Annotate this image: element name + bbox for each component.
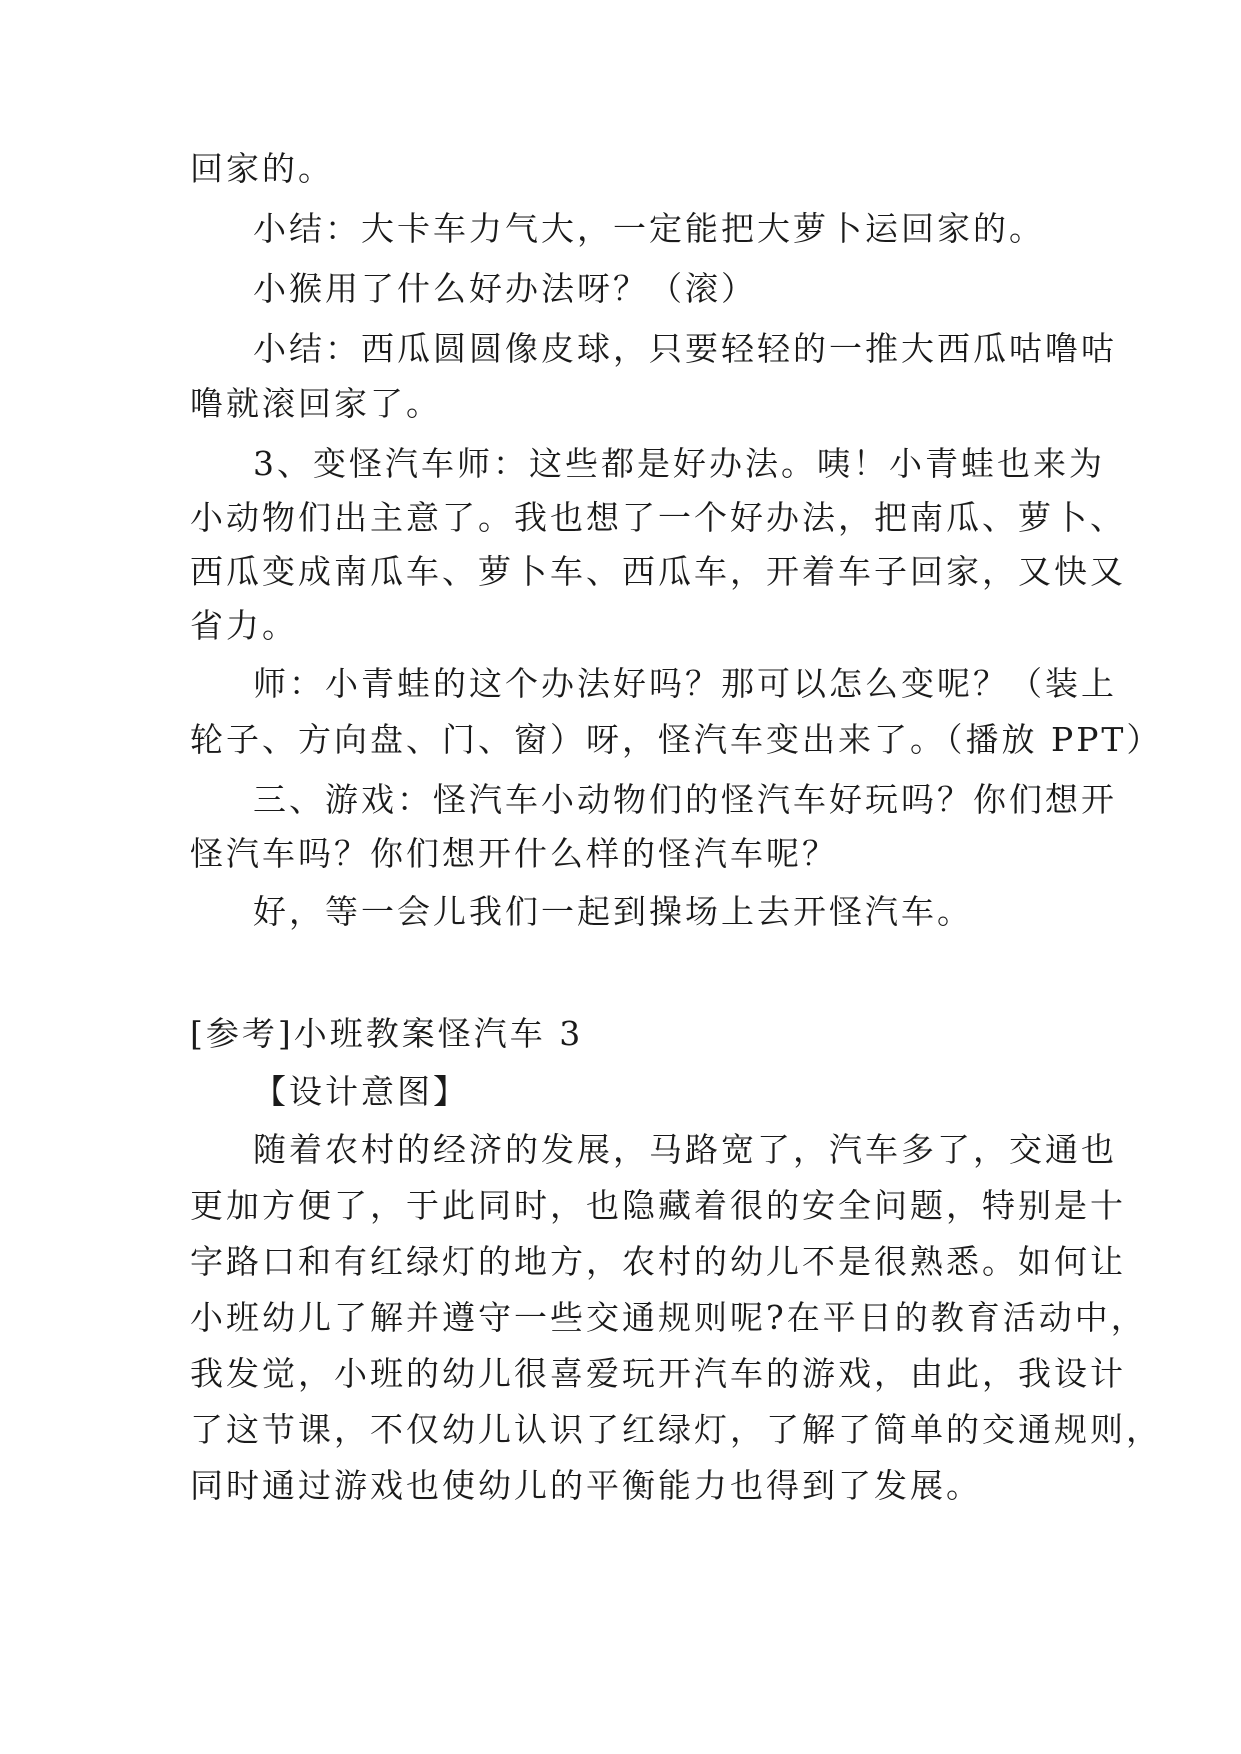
body-line: 小班幼儿了解并遵守一些交通规则呢?在平日的教育活动中，	[190, 1298, 1147, 1337]
body-line: 回家的。	[190, 149, 334, 188]
body-line: 小动物们出主意了。我也想了一个好办法，把南瓜、萝卜、	[190, 498, 1126, 537]
game-line: 三、游戏：怪汽车小动物们的怪汽车好玩吗？你们想开	[253, 780, 1117, 819]
body-line: 省力。	[190, 606, 298, 645]
section-title: [参考]小班教案怪汽车 3	[190, 1014, 584, 1053]
body-line: 噜就滚回家了。	[190, 384, 442, 423]
section-heading: 【设计意图】	[253, 1072, 469, 1111]
summary-line: 小结：西瓜圆圆像皮球，只要轻轻的一推大西瓜咕噜咕	[253, 329, 1117, 368]
body-line: 西瓜变成南瓜车、萝卜车、西瓜车，开着车子回家，又快又	[190, 552, 1126, 591]
body-line: 我发觉，小班的幼儿很喜爱玩开汽车的游戏，由此，我设计	[190, 1354, 1126, 1393]
body-line: 字路口和有红绿灯的地方，农村的幼儿不是很熟悉。如何让	[190, 1242, 1126, 1281]
body-line: 了这节课，不仅幼儿认识了红绿灯，了解了简单的交通规则，	[190, 1410, 1162, 1449]
body-line: 同时通过游戏也使幼儿的平衡能力也得到了发展。	[190, 1466, 982, 1505]
body-line: 怪汽车吗？你们想开什么样的怪汽车呢？	[190, 834, 838, 873]
question-line: 小猴用了什么好办法呀？（滚）	[253, 269, 757, 308]
teacher-line: 师：小青蛙的这个办法好吗？那可以怎么变呢？（装上	[253, 664, 1117, 703]
step-line: 3、变怪汽车师：这些都是好办法。咦！小青蛙也来为	[253, 444, 1105, 483]
summary-line: 小结：大卡车力气大，一定能把大萝卜运回家的。	[253, 209, 1045, 248]
body-line: 随着农村的经济的发展，马路宽了，汽车多了，交通也	[253, 1130, 1117, 1169]
body-line: 更加方便了，于此同时，也隐藏着很的安全问题，特别是十	[190, 1186, 1126, 1225]
body-line: 好，等一会儿我们一起到操场上去开怪汽车。	[253, 892, 973, 931]
body-line: 轮子、方向盘、门、窗）呀，怪汽车变出来了。（播放 PPT）	[190, 720, 1163, 759]
